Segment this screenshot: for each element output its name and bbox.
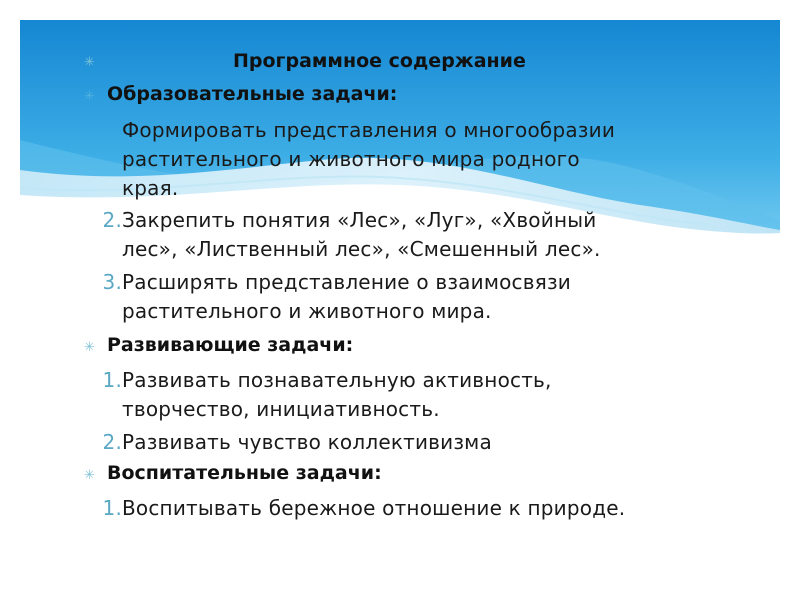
content — [20, 20, 780, 580]
item-number: 1. — [102, 368, 122, 392]
list-item — [98, 366, 552, 424]
item-line: Развивать познавательную активность, — [122, 368, 552, 392]
asterisk-bullet-icon: ✳ — [84, 89, 95, 104]
section-heading-developing: Развивающие задачи: — [107, 334, 354, 356]
item-number: 3. — [102, 270, 122, 294]
list-item — [98, 494, 625, 523]
section-heading-upbringing: Воспитательные задачи: — [107, 462, 382, 484]
list-item — [98, 206, 601, 264]
item-line: края. — [122, 176, 179, 200]
asterisk-bullet-icon: ✳ — [84, 340, 95, 355]
item-number: 2. — [102, 430, 122, 454]
item-line: растительного и животного мира родного — [122, 147, 580, 171]
item-number: 1. — [102, 496, 122, 520]
list-item — [98, 268, 571, 326]
list-item — [98, 428, 492, 457]
asterisk-bullet-icon: ✳ — [84, 55, 95, 70]
item-line: Расширять представление о взаимосвязи — [122, 270, 571, 294]
item-line: Воспитывать бережное отношение к природе. — [122, 496, 626, 520]
item-line: творчество, инициативность. — [122, 397, 440, 421]
item-line: лес», «Лиственный лес», «Смешенный лес». — [122, 237, 601, 261]
item-number: 2. — [102, 208, 122, 232]
section-heading-educational: Образовательные задачи: — [107, 83, 398, 105]
slide — [20, 20, 780, 580]
item-line: Формировать представления о многообразии — [122, 118, 616, 142]
slide-title: Программное содержание — [233, 50, 526, 72]
item-line: Закрепить понятия «Лес», «Луг», «Хвойный — [122, 208, 597, 232]
item-line: растительного и животного мира. — [122, 299, 492, 323]
asterisk-bullet-icon: ✳ — [84, 468, 95, 483]
item-line: Развивать чувство коллективизма — [122, 430, 492, 454]
list-item — [98, 116, 615, 203]
